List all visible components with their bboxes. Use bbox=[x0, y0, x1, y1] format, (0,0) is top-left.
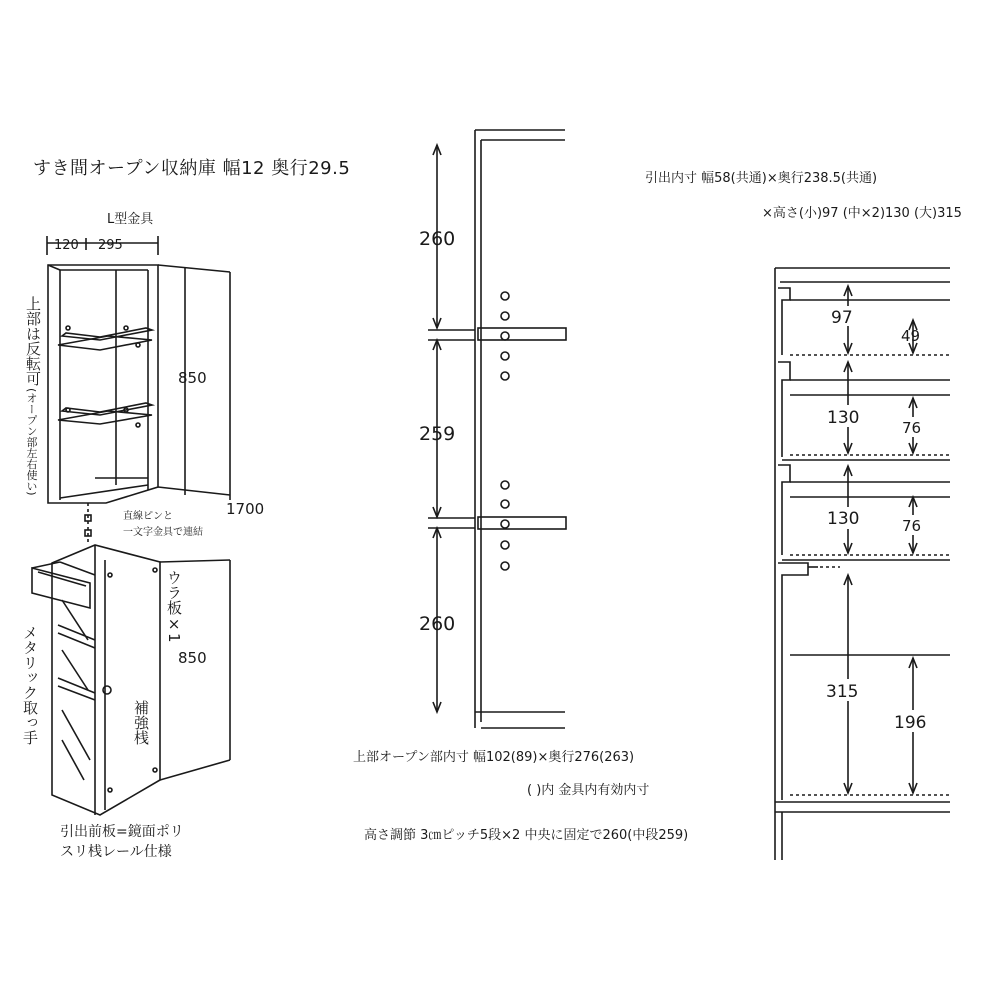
upper-height-label: 850 bbox=[178, 369, 207, 387]
height-pitch-note: 高さ調節 3㎝ピッチ5段×2 中央に固定で260(中段259) bbox=[364, 828, 689, 843]
reversible-note: 上部は反転可 bbox=[24, 296, 42, 386]
dim-mid-label: 259 bbox=[419, 423, 456, 445]
drawer-large-outer: 315 bbox=[826, 682, 859, 702]
drawer-small-inner: 49 bbox=[901, 327, 921, 345]
bracket-effective-note: ( )内 金具内有効内寸 bbox=[527, 783, 650, 798]
open-inner-dimensions: 上部オープン部内寸 幅102(89)×奥行276(263) bbox=[353, 750, 635, 765]
drawer-medium-2-inner: 76 bbox=[902, 517, 922, 535]
bracket-label: L型金具 bbox=[107, 212, 154, 227]
connect-note-1: 直線ピンと bbox=[123, 511, 173, 522]
drawer-large-inner: 196 bbox=[894, 713, 927, 733]
reinforce-note: 補強桟 bbox=[132, 700, 150, 745]
drawer-small-outer: 97 bbox=[831, 308, 853, 328]
front-panel-note-2: スリ桟レール仕様 bbox=[60, 844, 172, 860]
lower-height-label: 850 bbox=[178, 649, 207, 667]
width-right-label: 295 bbox=[98, 238, 123, 253]
back-panel-note: ウラ板×1 bbox=[165, 570, 183, 643]
front-panel-note-1: 引出前板=鏡面ポリ bbox=[60, 824, 184, 840]
drawer-medium-1-outer: 130 bbox=[827, 408, 860, 428]
dim-top-label: 260 bbox=[419, 228, 456, 250]
width-left-label: 120 bbox=[54, 238, 79, 253]
page-title: すき間オープン収納庫 幅12 奥行29.5 bbox=[33, 158, 351, 179]
handle-note: メタリック取っ手 bbox=[21, 625, 39, 745]
dim-bottom-label: 260 bbox=[419, 613, 456, 635]
drawer-medium-2-outer: 130 bbox=[827, 509, 860, 529]
drawer-inner-line-1: 引出内寸 幅58(共通)×奥行238.5(共通) bbox=[645, 171, 878, 186]
connect-note-2: 一文字金具で連結 bbox=[123, 527, 203, 538]
drawer-medium-1-inner: 76 bbox=[902, 419, 922, 437]
drawer-inner-line-2: ×高さ(小)97 (中×2)130 (大)315 bbox=[762, 206, 962, 221]
reversible-sub-note: (オープン部左右使い) bbox=[25, 388, 38, 496]
total-height-label: 1700 bbox=[226, 500, 265, 518]
